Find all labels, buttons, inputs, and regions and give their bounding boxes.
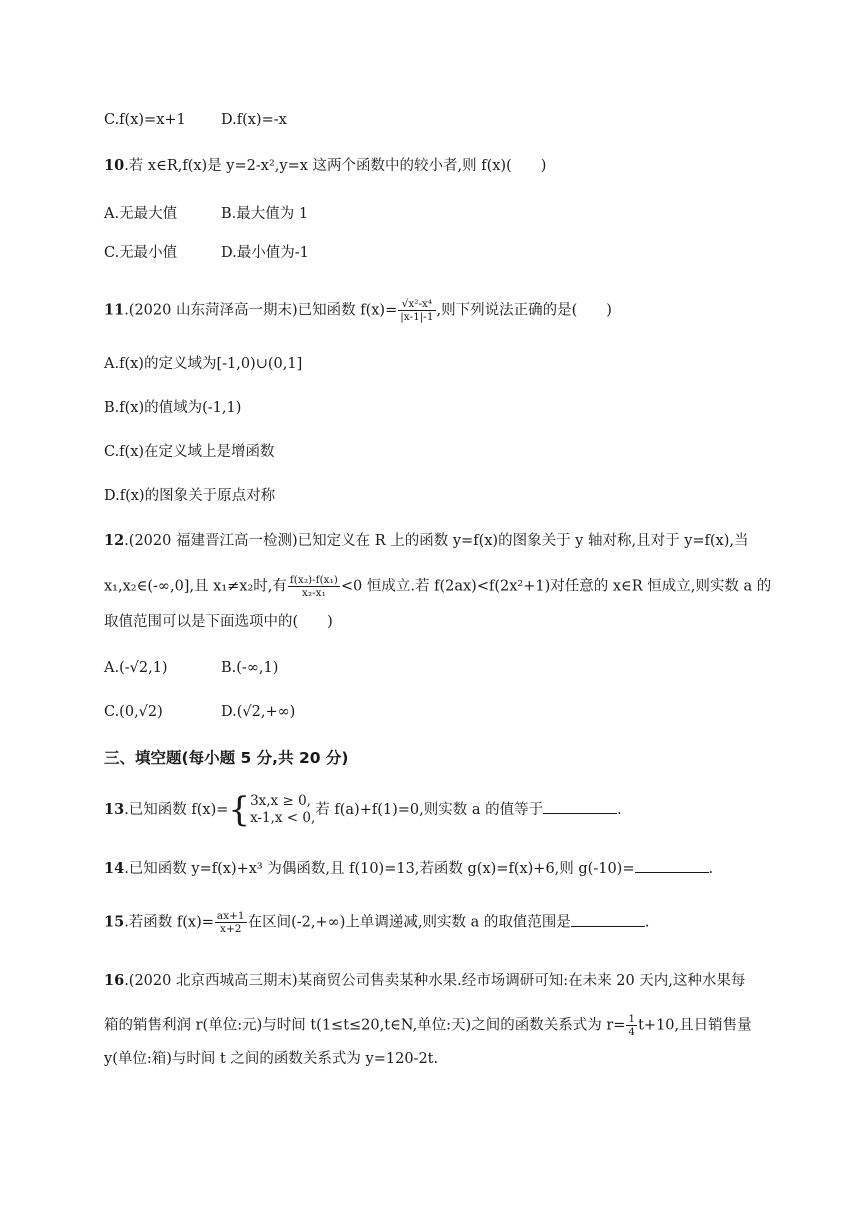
q14-text: .已知函数 y=f(x)+x³ 为偶函数,且 f(10)=13,若函数 g(x)=f(x)+6,则 g(-10)= [124,861,635,877]
q12-option-b: B.(-∞,1) [221,660,279,676]
q12-frac-num: f(x₂)-f(x₁) [289,574,338,586]
q10-option-d: D.最小值为-1 [221,245,309,261]
q14-end: . [708,861,714,877]
q12-stem-line1 [104,531,749,551]
q15-stem [104,910,649,935]
q11-fraction [398,298,435,323]
q11-option-c: C.f(x)在定义域上是增函数 [104,444,275,460]
q12-number: 12 [104,532,125,549]
q16-line1: .(2020 北京西城高三期末)某商贸公司售卖某种水果.经市场调研可知:在未来 20 天内,这种水果每 [124,973,746,989]
q10-number: 10 [104,157,125,174]
q12-line2-prefix: x₁,x₂∈(-∞,0],且 x₁≠x₂时,有 [104,578,287,595]
q14-answer-blank[interactable] [635,858,709,873]
section-title-fill-in: 三、填空题(每小题 5 分,共 20 分) [104,749,349,767]
q10-option-a: A.无最大值 [104,206,178,222]
q12-option-a: A.(-√2,1) [104,660,168,676]
q9-option-c: C.f(x)=x+1 [104,112,186,128]
q13-case2: x-1,x < 0, [250,810,316,826]
q12-fraction [288,574,340,599]
q16-frac-den: 4 [628,1026,636,1038]
q12-line1: .(2020 福建晋江高一检测)已知定义在 R 上的函数 y=f(x)的图象关于 y 轴对称,且对于 y=f(x),当 [124,533,749,549]
q13-cases [250,793,315,827]
q13-prefix: .已知函数 f(x)= [124,802,229,818]
q10-option-b: B.最大值为 1 [221,206,309,222]
q16-fraction [626,1013,637,1038]
q16-stem-line1 [104,971,745,991]
q11-frac-den: |x-1|-1 [400,311,434,323]
q15-frac-den: x+2 [220,923,242,935]
q13-stem [104,792,622,828]
q15-suffix: 在区间(-2,+∞)上单调递减,则实数 a 的取值范围是 [247,914,571,931]
q12-stem-line2 [104,574,771,599]
q13-end: . [617,802,622,818]
q10-stem [104,156,546,176]
q15-answer-blank[interactable] [571,912,645,927]
q11-prefix: .(2020 山东菏泽高一期末)已知函数 f(x)= [124,302,398,319]
q13-suffix: 若 f(a)+f(1)=0,则实数 a 的值等于 [315,802,544,818]
q12-frac-den: x₂-x₁ [302,587,326,599]
q11-frac-num: √x²-x⁴ [398,298,435,311]
q11-option-b: B.f(x)的值域为(-1,1) [104,400,242,416]
q10-option-c: C.无最小值 [104,245,178,261]
q9-option-d: D.f(x)=-x [221,112,287,128]
q14-stem [104,858,713,879]
q13-left-brace: { [228,790,251,830]
q15-number: 15 [104,913,125,931]
q11-option-a: A.f(x)的定义域为[-1,0)∪(0,1] [104,356,303,372]
q12-stem-line3: 取值范围可以是下面选项中的( ) [104,614,333,630]
q10-text: .若 x∈R,f(x)是 y=2-x²,y=x 这两个函数中的较小者,则 f(x)( ) [124,158,547,174]
q16-stem-line3: y(单位:箱)与时间 t 之间的函数关系式为 y=120-2t. [104,1051,439,1067]
q11-option-d: D.f(x)的图象关于原点对称 [104,488,276,504]
q16-line2-suffix: t+10,且日销售量 [638,1017,752,1034]
q11-suffix: ,则下列说法正确的是( ) [436,302,612,319]
q12-line2-suffix: <0 恒成立.若 f(2ax)<f(2x²+1)对任意的 x∈R 恒成立,则实数 a 的 [340,578,772,595]
q16-stem-line2 [104,1013,752,1038]
q15-frac-num: ax+1 [216,910,245,922]
q12-option-c: C.(0,√2) [104,704,163,720]
q15-fraction [215,910,247,935]
q16-number: 16 [104,972,125,989]
q15-prefix: .若函数 f(x)= [124,914,214,931]
q14-number: 14 [104,860,125,877]
q13-case1: 3x,x ≥ 0, [250,793,311,809]
q13-number: 13 [104,801,125,818]
q16-frac-num: 1 [628,1013,636,1025]
q16-line2-prefix: 箱的销售利润 r(单位:元)与时间 t(1≤t≤20,t∈N,单位:天)之间的函数关系式为 r= [104,1017,626,1034]
q11-number: 11 [104,301,125,319]
q11-stem [104,298,612,323]
q15-end: . [644,914,650,931]
q13-answer-blank[interactable] [543,799,617,814]
q12-option-d: D.(√2,+∞) [221,704,296,720]
